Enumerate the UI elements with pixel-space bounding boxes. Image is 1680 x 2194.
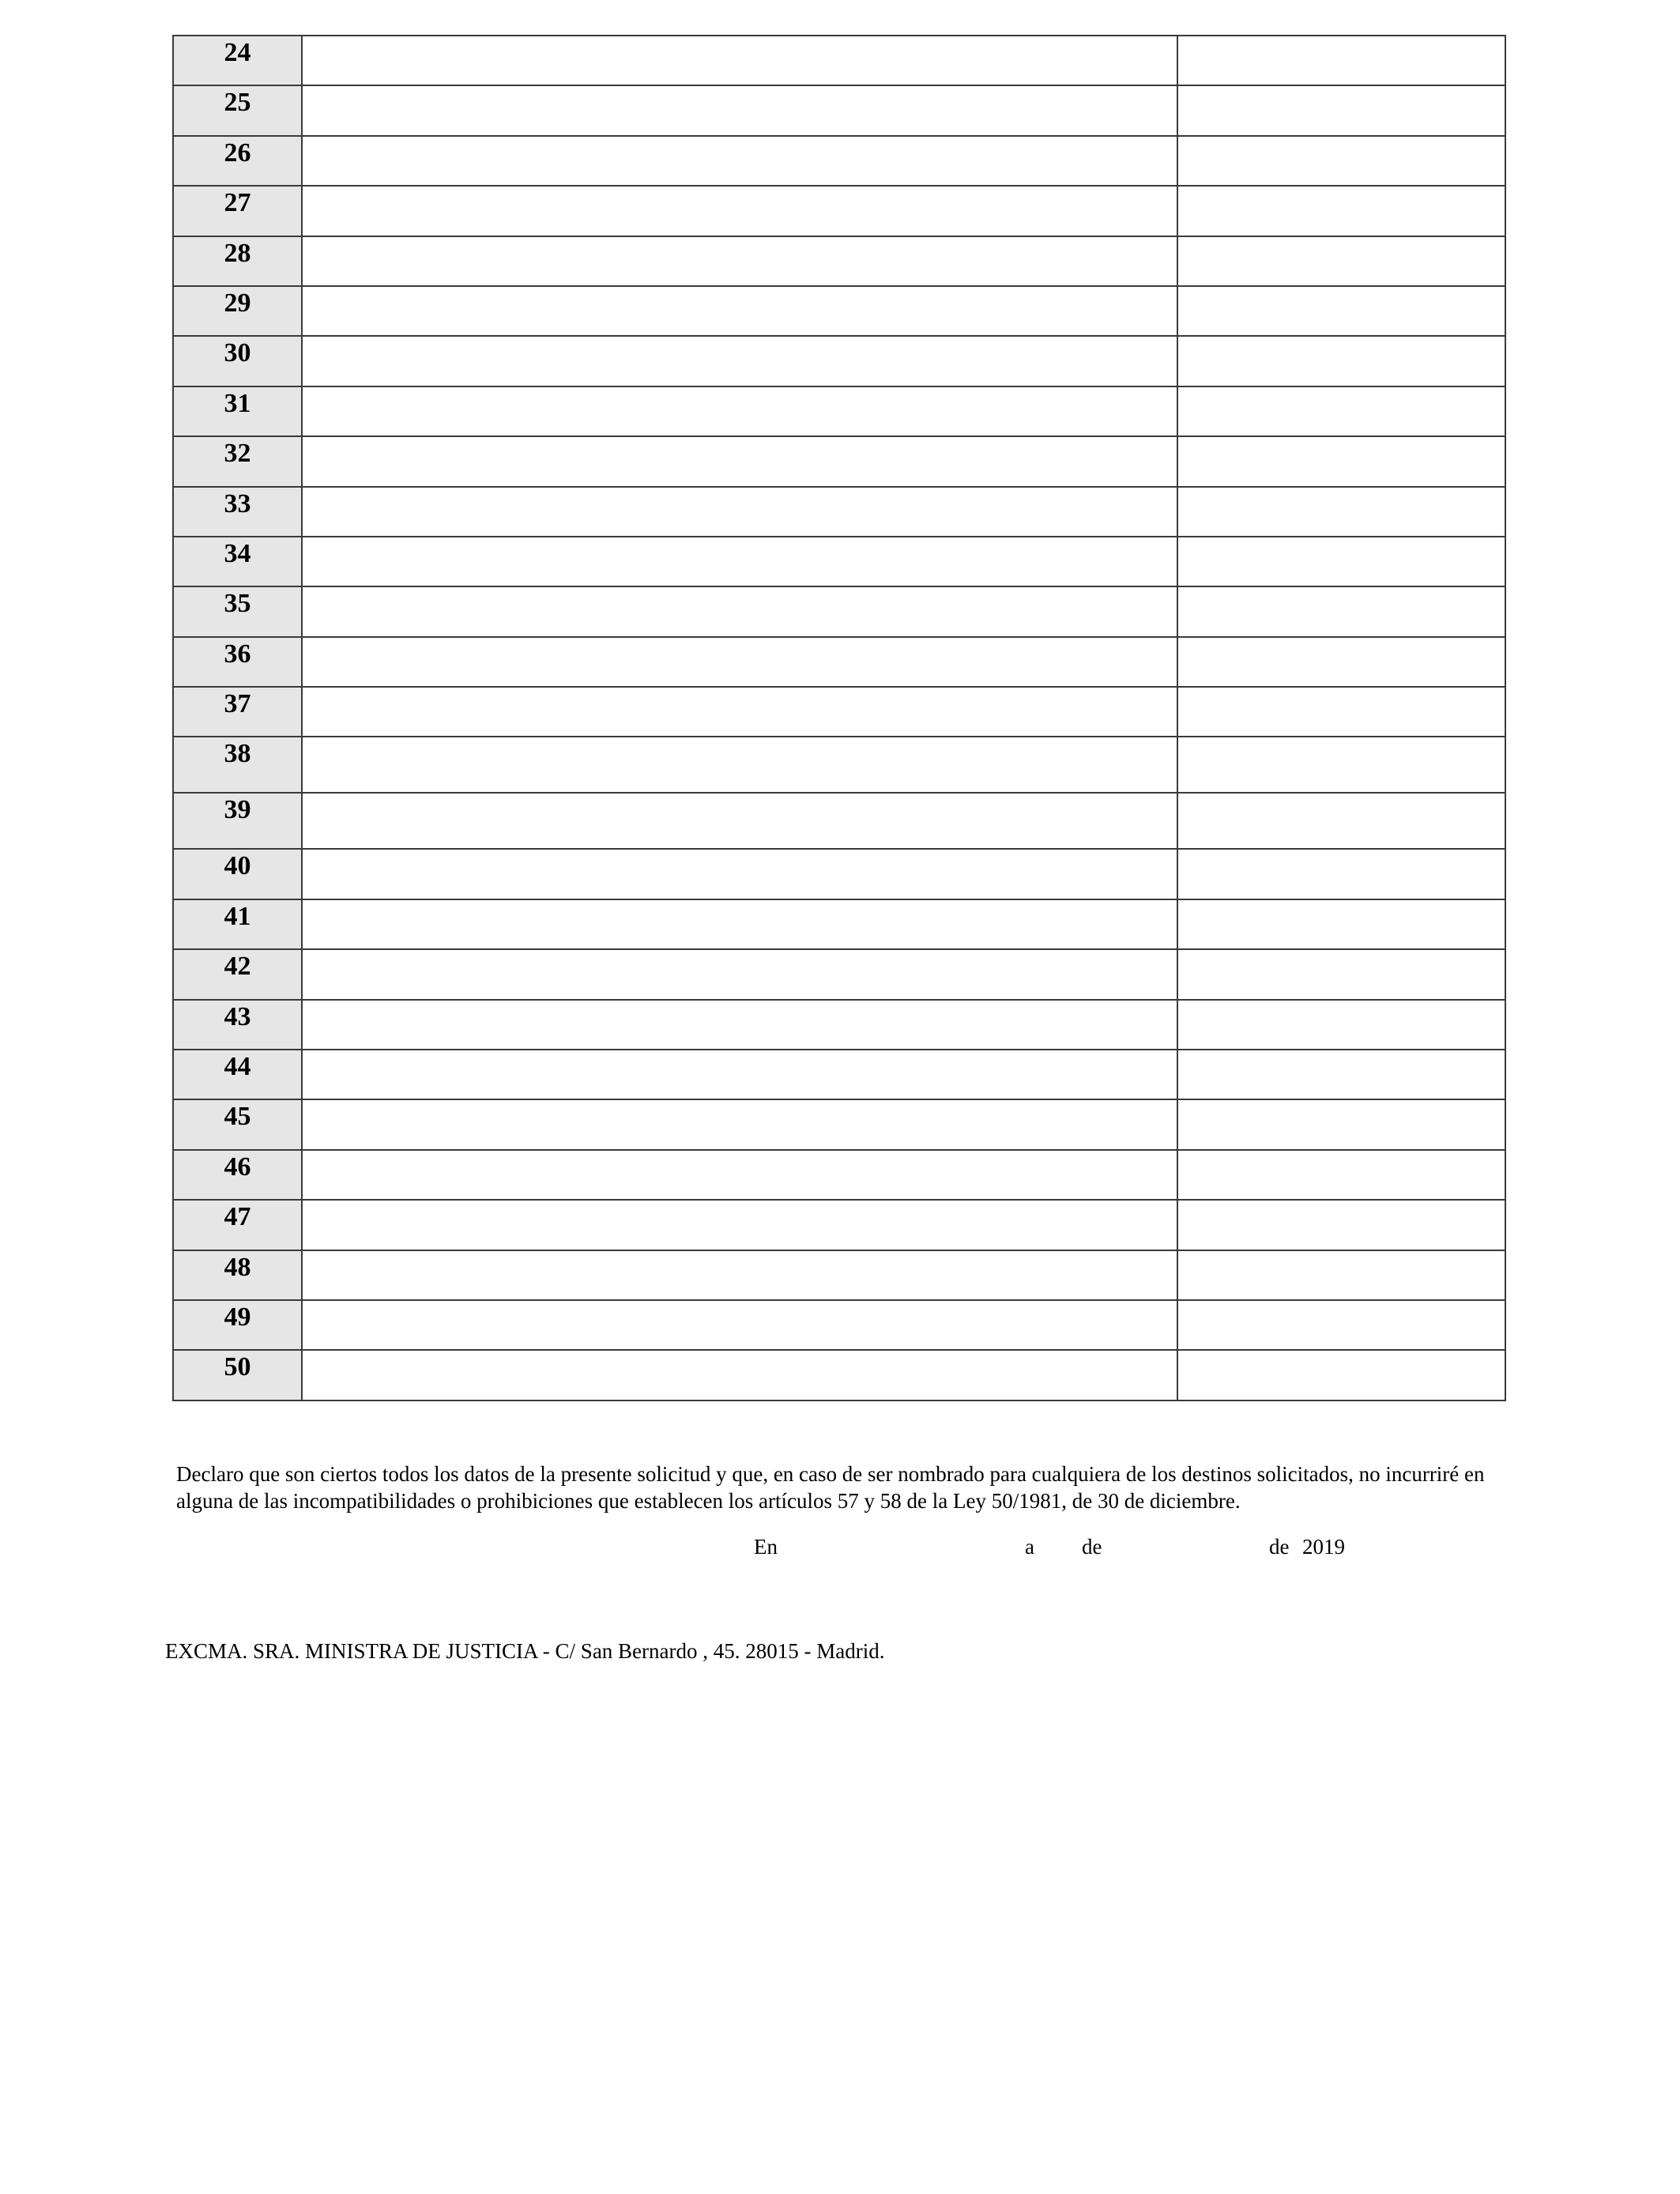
declaration-text: Declaro que son ciertos todos los datos de la presente solicitud y que, en caso de ser nombrado para cualquiera de los destinos solicitados, no incurriré en alguna de las incompatibilidades o prohibiciones que establecen los artículos 57 y 58 de la Ley 50/1981, de 30 de diciembre.: [176, 1462, 1485, 1513]
signature-year-label: de: [1269, 1535, 1290, 1559]
code-cell[interactable]: [1177, 1099, 1505, 1149]
row-number: 26: [173, 136, 302, 186]
destination-cell[interactable]: [302, 436, 1177, 486]
row-number: 50: [173, 1350, 302, 1400]
table-row: [173, 737, 1505, 793]
destination-cell[interactable]: [302, 85, 1177, 135]
signature-day-label: a: [1025, 1535, 1034, 1559]
destination-cell[interactable]: [302, 186, 1177, 236]
table-row: [173, 1150, 1505, 1200]
row-number: 29: [173, 286, 302, 336]
destination-cell[interactable]: [302, 136, 1177, 186]
destination-cell[interactable]: [302, 1000, 1177, 1050]
row-number: 43: [173, 1000, 302, 1050]
row-number: 35: [173, 586, 302, 636]
destination-cell[interactable]: [302, 1099, 1177, 1149]
code-cell[interactable]: [1177, 687, 1505, 737]
row-number: 38: [173, 737, 302, 793]
row-number: 27: [173, 186, 302, 236]
code-cell[interactable]: [1177, 136, 1505, 186]
code-cell[interactable]: [1177, 737, 1505, 793]
code-cell[interactable]: [1177, 286, 1505, 336]
table-row: [173, 236, 1505, 286]
destination-cell[interactable]: [302, 1200, 1177, 1250]
code-cell[interactable]: [1177, 1350, 1505, 1400]
code-cell[interactable]: [1177, 899, 1505, 949]
destination-cell[interactable]: [302, 1050, 1177, 1099]
code-cell[interactable]: [1177, 849, 1505, 899]
code-cell[interactable]: [1177, 1150, 1505, 1200]
row-number: 40: [173, 849, 302, 899]
signature-place-label: En: [754, 1535, 778, 1559]
table-row: [173, 586, 1505, 636]
destinos-table: [172, 35, 1506, 1401]
code-cell[interactable]: [1177, 36, 1505, 85]
table-row: [173, 1050, 1505, 1099]
table-row: [173, 286, 1505, 336]
code-cell[interactable]: [1177, 85, 1505, 135]
code-cell[interactable]: [1177, 386, 1505, 436]
code-cell[interactable]: [1177, 1250, 1505, 1300]
code-cell[interactable]: [1177, 949, 1505, 999]
table-row: [173, 1099, 1505, 1149]
destination-cell[interactable]: [302, 687, 1177, 737]
table-row: [173, 1250, 1505, 1300]
destination-cell[interactable]: [302, 899, 1177, 949]
table-row: [173, 36, 1505, 85]
code-cell[interactable]: [1177, 436, 1505, 486]
table-row: [173, 1300, 1505, 1350]
destination-cell[interactable]: [302, 1300, 1177, 1350]
row-number: 41: [173, 899, 302, 949]
table-row: [173, 637, 1505, 687]
table-row: [173, 949, 1505, 999]
code-cell[interactable]: [1177, 1050, 1505, 1099]
footer-address: EXCMA. SRA. MINISTRA DE JUSTICIA - C/ San Bernardo , 45. 28015 - Madrid.: [165, 1639, 885, 1663]
destination-cell[interactable]: [302, 1350, 1177, 1400]
row-number: 42: [173, 949, 302, 999]
row-number: 37: [173, 687, 302, 737]
destination-cell[interactable]: [302, 36, 1177, 85]
row-number: 32: [173, 436, 302, 486]
row-number: 46: [173, 1150, 302, 1200]
table-row: [173, 487, 1505, 537]
code-cell[interactable]: [1177, 487, 1505, 537]
table-row: [173, 899, 1505, 949]
row-number: 47: [173, 1200, 302, 1250]
destination-cell[interactable]: [302, 1150, 1177, 1200]
destination-cell[interactable]: [302, 336, 1177, 386]
table-row: [173, 849, 1505, 899]
destination-cell[interactable]: [302, 537, 1177, 586]
table-row: [173, 1350, 1505, 1400]
table-row: [173, 793, 1505, 849]
code-cell[interactable]: [1177, 637, 1505, 687]
table-row: [173, 186, 1505, 236]
destination-cell[interactable]: [302, 1250, 1177, 1300]
row-number: 39: [173, 793, 302, 849]
table-row: [173, 386, 1505, 436]
code-cell[interactable]: [1177, 186, 1505, 236]
destination-cell[interactable]: [302, 586, 1177, 636]
table-row: [173, 1200, 1505, 1250]
destination-cell[interactable]: [302, 949, 1177, 999]
row-number: 25: [173, 85, 302, 135]
table-row: [173, 537, 1505, 586]
row-number: 48: [173, 1250, 302, 1300]
code-cell[interactable]: [1177, 537, 1505, 586]
row-number: 31: [173, 386, 302, 436]
code-cell[interactable]: [1177, 1200, 1505, 1250]
code-cell[interactable]: [1177, 336, 1505, 386]
code-cell[interactable]: [1177, 586, 1505, 636]
row-number: 33: [173, 487, 302, 537]
destination-cell[interactable]: [302, 386, 1177, 436]
destination-cell[interactable]: [302, 286, 1177, 336]
row-number: 34: [173, 537, 302, 586]
row-number: 28: [173, 236, 302, 286]
row-number: 24: [173, 36, 302, 85]
row-number: 44: [173, 1050, 302, 1099]
row-number: 30: [173, 336, 302, 386]
code-cell[interactable]: [1177, 236, 1505, 286]
row-number: 49: [173, 1300, 302, 1350]
code-cell[interactable]: [1177, 793, 1505, 849]
table-row: [173, 336, 1505, 386]
destination-cell[interactable]: [302, 849, 1177, 899]
row-number: 36: [173, 637, 302, 687]
destinos-table-body: [173, 36, 1505, 1400]
signature-year: 2019: [1302, 1535, 1345, 1559]
destination-cell[interactable]: [302, 737, 1177, 793]
destination-cell[interactable]: [302, 487, 1177, 537]
destination-cell[interactable]: [302, 793, 1177, 849]
row-number: 45: [173, 1099, 302, 1149]
table-row: [173, 85, 1505, 135]
table-row: [173, 1000, 1505, 1050]
signature-month-label: de: [1082, 1535, 1102, 1559]
table-row: [173, 687, 1505, 737]
table-row: [173, 436, 1505, 486]
destination-cell[interactable]: [302, 637, 1177, 687]
code-cell[interactable]: [1177, 1000, 1505, 1050]
code-cell[interactable]: [1177, 1300, 1505, 1350]
destination-cell[interactable]: [302, 236, 1177, 286]
table-row: [173, 136, 1505, 186]
